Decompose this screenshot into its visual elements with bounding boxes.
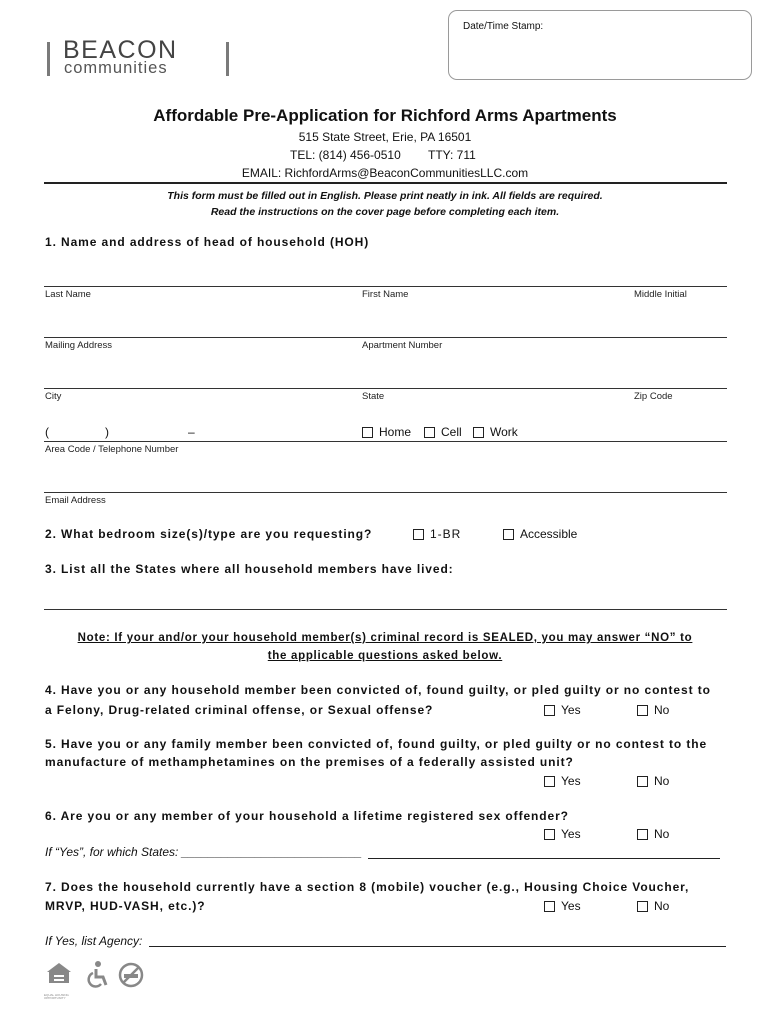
q5-yes-label: Yes (561, 774, 581, 788)
work-label: Work (490, 425, 518, 439)
q7-yes-option[interactable] (544, 899, 581, 913)
state-label: State (362, 391, 385, 402)
q6-states-followup: If “Yes”, for which States: ___________________________ (45, 845, 362, 859)
logo-left-bar (47, 42, 50, 76)
logo-right-bar (226, 42, 229, 76)
header-divider (44, 182, 727, 184)
logo-communities: communities (64, 59, 168, 77)
question-4-line-1: 4. Have you or any household member been convicted of, found guilty, or pled guilty or no contest to (45, 683, 711, 697)
q6-states-line[interactable] (368, 858, 720, 859)
bedroom-1br-option[interactable] (413, 527, 461, 541)
q4-no-label: No (654, 703, 670, 717)
last-name-label: Last Name (45, 289, 91, 300)
question-4-line-2: a Felony, Drug-related criminal offense, or Sexual offense? (45, 703, 434, 717)
q5-yes-checkbox[interactable] (544, 776, 555, 787)
equal-housing-icon (44, 961, 74, 1000)
q7-yes-checkbox[interactable] (544, 901, 555, 912)
question-5-line-1: 5. Have you or any family member been convicted of, found guilty, or pled guilty or no contest to the (45, 737, 708, 751)
area-code-open-paren: ( (45, 425, 49, 439)
no-smoking-icon (118, 962, 144, 988)
q5-no-checkbox[interactable] (637, 776, 648, 787)
states-lived-line[interactable] (44, 609, 727, 610)
1br-label: 1-BR (430, 527, 462, 541)
q6-yes-label: Yes (561, 827, 581, 841)
form-title: Affordable Pre-Application for Richford Arms Apartments (153, 106, 617, 125)
apartment-number-label: Apartment Number (362, 340, 443, 351)
cell-checkbox[interactable] (424, 427, 435, 438)
address-line[interactable] (44, 337, 727, 338)
phone-type-cell[interactable] (424, 425, 462, 439)
mailing-address-label: Mailing Address (45, 340, 113, 351)
logo-beacon: BEACON (63, 36, 178, 64)
instructions-line-2: Read the instructions on the cover page before completing each item. (210, 206, 560, 218)
q7-agency-followup: If Yes, list Agency: (45, 934, 143, 948)
q4-yes-label: Yes (561, 703, 581, 717)
q5-yes-option[interactable] (544, 774, 581, 788)
q5-no-option[interactable] (637, 774, 669, 788)
q7-agency-line[interactable] (149, 946, 726, 947)
question-6-line-1: 6. Are you or any member of your household a lifetime registered sex offender? (45, 809, 569, 823)
q4-yes-checkbox[interactable] (544, 705, 555, 716)
question-2-title: 2. What bedroom size(s)/type are you requesting? (45, 527, 373, 541)
city-line[interactable] (44, 388, 727, 389)
city-label: City (45, 391, 62, 402)
accessible-label: Accessible (520, 527, 578, 541)
q7-no-label: No (654, 899, 670, 913)
first-name-label: First Name (362, 289, 409, 300)
q7-yes-label: Yes (561, 899, 581, 913)
q7-no-checkbox[interactable] (637, 901, 648, 912)
phone-label: Area Code / Telephone Number (45, 444, 179, 455)
q6-no-label: No (654, 827, 670, 841)
home-label: Home (379, 425, 412, 439)
1br-checkbox[interactable] (413, 529, 424, 540)
question-5-line-2: manufacture of methamphetamines on the premises of a federally assisted unit? (45, 755, 574, 769)
date-time-stamp-box[interactable] (448, 10, 752, 80)
q6-yes-checkbox[interactable] (544, 829, 555, 840)
sealed-record-note-line-1: Note: If your and/or your household member(s) criminal record is SEALED, you may answer “NO” to (77, 632, 693, 644)
work-checkbox[interactable] (473, 427, 484, 438)
property-address: 515 State Street, Erie, PA 16501 (298, 130, 472, 144)
q6-yes-option[interactable] (544, 827, 581, 841)
question-1-title: 1. Name and address of head of household (HOH) (45, 235, 370, 249)
phone-dash: – (188, 425, 195, 439)
q4-no-checkbox[interactable] (637, 705, 648, 716)
email-line[interactable] (44, 492, 727, 493)
tty: TTY: 711 (428, 148, 476, 162)
q7-no-option[interactable] (637, 899, 669, 913)
accessible-checkbox[interactable] (503, 529, 514, 540)
question-3-title: 3. List all the States where all household members have lived: (45, 562, 454, 576)
name-line[interactable] (44, 286, 727, 287)
date-time-stamp-label: Date/Time Stamp: (463, 21, 544, 32)
q4-yes-option[interactable] (544, 703, 581, 717)
telephone: TEL: (814) 456-0510 (290, 148, 401, 162)
area-code-close-paren: ) (105, 425, 109, 439)
instructions-line-1: This form must be filled out in English. Please print neatly in ink. All fields are required. (167, 190, 603, 202)
question-7-line-1: 7. Does the household currently have a section 8 (mobile) voucher (e.g., Housing Choice Voucher, (45, 880, 690, 894)
accessibility-icon (84, 960, 110, 988)
q4-no-option[interactable] (637, 703, 669, 717)
q6-no-checkbox[interactable] (637, 829, 648, 840)
accessible-option[interactable] (503, 527, 577, 541)
zip-code-label: Zip Code (634, 391, 673, 402)
email-address: EMAIL: RichfordArms@BeaconCommunitiesLLC.com (241, 166, 529, 180)
cell-label: Cell (441, 425, 462, 439)
sealed-record-note-line-2: the applicable questions asked below. (267, 650, 503, 662)
q5-no-label: No (654, 774, 670, 788)
equal-housing-text: EQUAL HOUSING OPPORTUNITY (44, 993, 69, 1000)
question-7-line-2: MRVP, HUD-VASH, etc.)? (45, 899, 206, 913)
phone-type-work[interactable] (473, 425, 518, 439)
home-checkbox[interactable] (362, 427, 373, 438)
q6-no-option[interactable] (637, 827, 669, 841)
middle-initial-label: Middle Initial (634, 289, 687, 300)
phone-line[interactable] (44, 441, 727, 442)
email-address-label: Email Address (45, 495, 106, 506)
phone-type-home[interactable] (362, 425, 411, 439)
